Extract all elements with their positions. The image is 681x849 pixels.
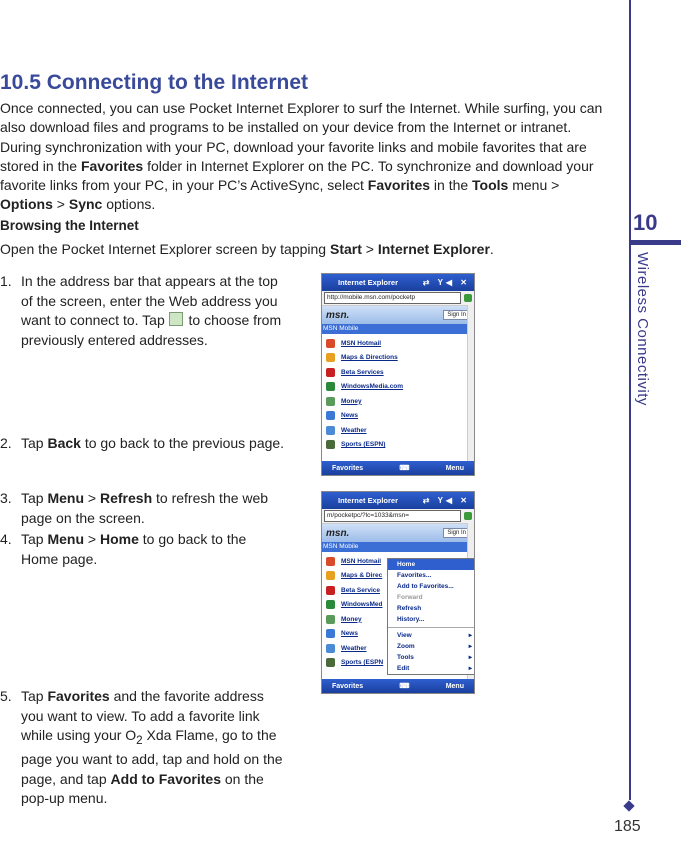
address-bar: [322, 291, 474, 306]
popup-item[interactable]: [388, 592, 475, 603]
link-label[interactable]: MSN Hotmail: [341, 557, 382, 565]
popup-item-label: Add to Favorites...: [397, 583, 454, 590]
text-run: >: [52, 196, 69, 213]
submenu-arrow-icon: ▸: [468, 632, 472, 639]
chapter-number: 10: [633, 210, 658, 235]
title-bar: [322, 492, 474, 509]
service-icon: [326, 615, 335, 624]
text-run: >: [84, 531, 100, 547]
service-icon: [326, 571, 335, 580]
bold-term: Add to Favorites: [110, 770, 221, 787]
text-run: menu >: [508, 177, 560, 194]
popup-item-label: View: [397, 632, 412, 639]
link-item[interactable]: [322, 336, 474, 351]
service-icon: [326, 353, 335, 362]
text-run: in the: [430, 177, 473, 194]
popup-item[interactable]: [388, 581, 475, 592]
text-run: to choose from previously entered addresses.: [21, 312, 282, 348]
popup-item[interactable]: [388, 603, 475, 614]
text-run: Tap: [21, 531, 48, 547]
step-text: [21, 434, 286, 454]
status-icons[interactable]: ⇄ Y◀ ✕: [422, 496, 470, 505]
popup-item[interactable]: [388, 652, 475, 663]
link-label[interactable]: Maps & Directions: [341, 354, 398, 362]
service-icon: [326, 658, 335, 667]
msn-logo: msn.: [326, 309, 350, 321]
bold-term: Favorites: [47, 688, 110, 704]
popup-item[interactable]: [388, 559, 475, 570]
service-icon: [326, 629, 335, 638]
link-label[interactable]: Beta Service: [341, 586, 381, 594]
link-label[interactable]: WindowsMed: [341, 601, 383, 609]
popup-item[interactable]: [388, 570, 475, 581]
status-icons[interactable]: ⇄ Y◀ ✕: [422, 278, 470, 287]
address-input[interactable]: m/pocketpc/?lc=1033&msn=: [324, 510, 461, 522]
menu-bar: [322, 461, 474, 475]
service-icon: [326, 368, 335, 377]
popup-item[interactable]: [388, 614, 475, 625]
service-icon: [326, 600, 335, 609]
scrollbar[interactable]: [467, 305, 474, 461]
service-icon: [326, 411, 335, 420]
screenshot-ie-home: [321, 273, 475, 476]
chapter-label: Wireless Connectivity: [634, 252, 651, 406]
text-run: to refresh the web page on the screen.: [21, 490, 269, 526]
popup-item-label: Tools: [397, 654, 414, 661]
msn-mobile-header: MSN Mobile: [322, 542, 474, 552]
step-text: [21, 489, 286, 528]
page-number: 185: [614, 818, 641, 835]
popup-item[interactable]: [388, 630, 475, 641]
link-label[interactable]: Weather: [341, 426, 367, 434]
link-item[interactable]: [322, 409, 474, 424]
link-label[interactable]: Money: [341, 397, 362, 405]
chapter-bar: [631, 240, 681, 245]
step-text: [21, 272, 286, 350]
keyboard-icon[interactable]: ⌨: [399, 465, 410, 472]
msn-logo: msn.: [326, 527, 350, 539]
text-run: folder in Internet Explorer on the PC. To synchronize and download your favorite links from your PC, in your PC’s ActiveSync, select: [0, 157, 594, 194]
step-number: 1.: [0, 273, 12, 289]
text-run: Tap: [21, 688, 48, 704]
window-title: Internet Explorer: [338, 278, 399, 287]
text-run: options.: [102, 196, 156, 213]
submenu-arrow-icon: ▸: [468, 643, 472, 650]
menu-separator: [388, 627, 475, 628]
go-arrow-icon: [169, 312, 183, 326]
popup-item-label: Forward: [397, 594, 423, 601]
link-label[interactable]: News: [341, 630, 358, 638]
text-run: Xda Flame, go to the page you want to add, tap and hold on the page, and tap: [21, 727, 283, 787]
favorites-softkey[interactable]: Favorites: [332, 682, 364, 690]
section-title: 10.5 Connecting to the Internet: [0, 71, 309, 94]
popup-item-label: Edit: [397, 665, 410, 672]
link-label[interactable]: Sports (ESPN: [341, 659, 384, 667]
favorites-softkey[interactable]: Favorites: [332, 464, 364, 472]
service-icon: [326, 397, 335, 406]
bold-term: Menu: [47, 490, 85, 506]
go-arrow-icon[interactable]: [464, 512, 472, 520]
link-item[interactable]: [322, 423, 474, 438]
link-item[interactable]: [322, 438, 474, 453]
link-label[interactable]: Weather: [341, 644, 367, 652]
address-bar: [322, 509, 474, 524]
sign-in-button[interactable]: Sign In: [443, 310, 470, 320]
intro-text: [0, 241, 494, 257]
menu-bar: [322, 679, 474, 693]
text-run: Open the Pocket Internet Explorer screen by tapping: [0, 241, 330, 257]
diamond-marker-icon: [623, 800, 634, 811]
popup-item-label: Favorites...: [397, 572, 432, 579]
link-label[interactable]: Beta Services: [341, 368, 384, 376]
step-number: 4.: [0, 531, 12, 547]
link-label[interactable]: News: [341, 412, 358, 420]
service-icon: [326, 426, 335, 435]
window-title: Internet Explorer: [338, 496, 399, 505]
section-paragraph: [0, 99, 612, 215]
bold-term: Back: [47, 435, 81, 451]
subheading: Browsing the Internet: [0, 218, 139, 233]
step-number: 5.: [0, 688, 12, 704]
text-run: on the pop-up menu.: [21, 770, 264, 807]
bold-term: Refresh: [100, 490, 153, 506]
msn-banner: [322, 306, 474, 324]
title-bar: [322, 274, 474, 291]
service-icon: [326, 644, 335, 653]
service-icon: [326, 382, 335, 391]
text-run: >: [361, 241, 378, 257]
link-item[interactable]: [322, 365, 474, 380]
menu-softkey[interactable]: Menu: [445, 464, 464, 472]
link-item[interactable]: [322, 380, 474, 395]
text-run: In the address bar that appears at the top of the screen, enter the Web address you want to connect to. Tap: [21, 273, 278, 328]
address-input[interactable]: http://mobile.msn.com/pocketp: [324, 292, 461, 304]
step-text: [21, 687, 286, 809]
popup-item[interactable]: [388, 641, 475, 652]
bold-term: Tools: [472, 177, 509, 194]
text-run: Tap: [21, 435, 48, 451]
go-arrow-icon[interactable]: [464, 294, 472, 302]
submenu-arrow-icon: ▸: [468, 654, 472, 661]
bold-term: Internet Explorer: [377, 241, 490, 257]
link-item[interactable]: [322, 351, 474, 366]
link-item[interactable]: [322, 394, 474, 409]
link-label[interactable]: WindowsMedia.com: [341, 383, 404, 391]
bold-term: Favorites: [80, 157, 144, 174]
bold-term: Start: [329, 241, 362, 257]
text-run: >: [84, 490, 100, 506]
submenu-arrow-icon: ▸: [468, 665, 472, 672]
link-label[interactable]: MSN Hotmail: [341, 339, 382, 347]
popup-item-label: Home: [397, 561, 416, 568]
text-run: to go back to the previous page.: [80, 435, 285, 451]
bold-term: Options: [0, 196, 53, 213]
popup-menu: [387, 558, 475, 675]
link-label[interactable]: Money: [341, 615, 362, 623]
service-icon: [326, 557, 335, 566]
subscript: 2: [136, 733, 143, 747]
margin-rail: [629, 0, 631, 800]
step-text: [21, 530, 286, 569]
bold-term: Home: [100, 531, 139, 547]
popup-item-label: Refresh: [397, 605, 422, 612]
service-icon: [326, 440, 335, 449]
msn-mobile-header: MSN Mobile: [322, 324, 474, 334]
text-run: Once connected, you can use Pocket Internet Explorer to surf the Internet. While surfing, you can also download files and programs to be installed on your device from the Internet or intranet. During synchronization with your PC, download your favorite links and mobile favorites that are stored in the: [0, 100, 603, 174]
popup-item[interactable]: [388, 663, 475, 674]
step-number: 2.: [0, 435, 12, 451]
bold-term: Favorites: [367, 177, 431, 194]
text-run: .: [489, 241, 494, 257]
sign-in-button[interactable]: Sign In: [443, 528, 470, 538]
link-list: [322, 334, 474, 452]
popup-item-label: Zoom: [397, 643, 415, 650]
screenshot-ie-menu: [321, 491, 475, 694]
bold-term: Menu: [47, 531, 85, 547]
popup-item-label: History...: [397, 616, 425, 623]
step-number: 3.: [0, 490, 12, 506]
link-label[interactable]: Maps & Direc: [341, 572, 383, 580]
menu-softkey[interactable]: Menu: [445, 682, 464, 690]
msn-banner: [322, 524, 474, 542]
text-run: to go back to the Home page.: [21, 531, 247, 567]
service-icon: [326, 586, 335, 595]
service-icon: [326, 339, 335, 348]
bold-term: Sync: [68, 196, 103, 213]
text-run: and the favorite address you want to view. To add a favorite link while using your O: [21, 688, 264, 743]
keyboard-icon[interactable]: ⌨: [399, 683, 410, 690]
text-run: Tap: [21, 490, 48, 506]
link-label[interactable]: Sports (ESPN): [341, 441, 386, 449]
